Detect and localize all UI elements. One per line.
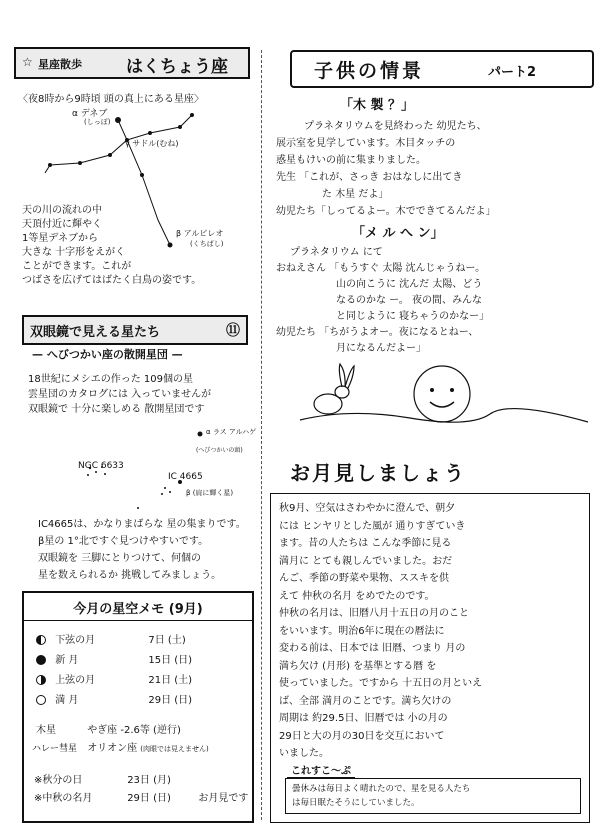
first-quarter-moon-icon	[36, 675, 46, 685]
section2-line: と同じように 寝ちゃうのかなー」	[336, 311, 490, 322]
phase-row: 下弦の月 7日 (土)	[36, 631, 186, 646]
section1-body	[276, 118, 496, 220]
binocular-line: 18世紀にメシエの作った 109個の星	[28, 374, 193, 385]
series-label: 星座散歩	[38, 58, 82, 71]
memo-title: 今月の星空メモ (9月)	[24, 593, 252, 621]
moon-line: 満月に とても親しんでいました。おだ	[279, 555, 453, 567]
hill-line	[300, 409, 588, 423]
sadr-label: γ サドル(むね)	[125, 139, 179, 148]
moon-face	[414, 366, 470, 422]
ngc6633-label: NGC 6633	[78, 461, 124, 471]
section1-line: 先生 「これが、さっき おはなしに出てき	[276, 172, 463, 183]
section2-line: 月になるんだよー」	[336, 343, 426, 354]
binocular-line2: 双眼鏡を 三脚にとりつけて、何個の	[38, 553, 201, 564]
event-row: ※中秋の名月 29日 (日) お月見です	[34, 793, 249, 804]
new-moon-icon	[36, 655, 46, 665]
moon-line: 周期は 約29.5日、旧暦では 小の月の	[279, 713, 448, 724]
section2-line: おねえさん 「もうすぐ 太陽 沈んじゃうねー。	[276, 263, 486, 274]
moon-line: えて 仲秋の名月 をめでたのです。	[279, 590, 435, 602]
moon-line: ます。昔の人たちは こんな季節に見る	[279, 538, 452, 549]
binocular-subtitle: — へびつかい座の散開星団 —	[32, 348, 183, 361]
moon-line: 29日と大の月の30日を交互において	[279, 730, 445, 742]
albireo-label: β アルビレオ	[176, 229, 224, 238]
binocular-line: 双眼鏡で 十分に楽しめる 散開星団です	[28, 404, 205, 415]
moon-line: んご、季節の野菜や果物、ススキを供	[279, 573, 449, 584]
planet-row: 木星 やぎ座 -2.6等 (逆行)	[36, 725, 181, 736]
star-memo-box	[22, 591, 254, 823]
binocular-number: ⑪	[226, 323, 240, 339]
constellation-walk-header	[14, 47, 250, 79]
rabbit-ear	[345, 366, 354, 388]
children-title: 子供の情景	[314, 60, 425, 82]
moon-line: いました。	[279, 748, 329, 759]
desc-line: ことができます。これが	[22, 261, 132, 272]
binocular-line2: β星の 1°北ですぐ見つけやすいです。	[38, 536, 209, 547]
constellation-description	[22, 204, 201, 288]
binocular-body	[28, 372, 211, 417]
section2-line: なるのかな ー。 夜の間、みんな	[336, 295, 482, 306]
desc-line: 天の川の流れの中	[22, 205, 102, 216]
moon-line: をいいます。明治6年に現在の暦法に	[279, 625, 445, 637]
binocular-header	[22, 315, 248, 345]
deneb-label: α デネブ	[72, 109, 108, 119]
comet-row: ハレー彗星 オリオン座 (肉眼では見えません)	[32, 743, 209, 754]
beta-label: β (肩に輝く星)	[186, 489, 234, 497]
rabbit-head	[335, 386, 349, 398]
moon-line: 使っていました。ですから 十五日の月といえ	[279, 678, 483, 689]
moon-line: 変わる前は、日本では 旧暦、つまり 月の	[279, 643, 466, 654]
desc-line: 1等星デネブから	[22, 233, 98, 244]
section1-title: 「木 製 ？」	[340, 98, 415, 113]
desc-line: 大きな 十字形をえがく	[22, 247, 126, 258]
desc-line: 天頂付近に輝やく	[22, 219, 102, 230]
moon-line: には ヒンヤリとした風が 通りすぎていき	[279, 520, 466, 532]
phase-row: 満 月 29日 (日)	[36, 691, 192, 706]
section1-line: 展示室を見学しています。木目タッチの	[276, 138, 456, 149]
moon-line: 秋9月、空気はさわやかに澄んで、朝夕	[279, 503, 456, 514]
binocular-line2: IC4665は、かなりまばらな 星の集まりです。	[38, 519, 246, 530]
rabbit-moon-illustration	[290, 360, 590, 440]
section2-title: 「メ ル へ ン」	[352, 226, 444, 241]
full-moon-icon	[36, 695, 46, 705]
section1-line: 幼児たち「しってるよー。木でできてるんだよ」	[276, 206, 496, 217]
section1-line: た 木星 だよ」	[322, 189, 389, 200]
children-header	[290, 50, 594, 88]
note-box	[285, 778, 581, 814]
moon-line: 満ち欠け (月形) を基準とする暦 を	[279, 660, 437, 672]
constellation-title: はくちょう座	[126, 57, 228, 77]
deneb-star	[115, 117, 121, 123]
desc-line: つばさを広げてはばたく白鳥の姿です。	[22, 275, 202, 286]
constellation-subtitle: 〈夜8時から9時頃 頭の真上にある星座〉	[18, 94, 204, 105]
albireo-sub-label: (くちばし)	[190, 240, 224, 248]
ic4665-label: IC 4665	[168, 472, 203, 482]
star-icon: ☆	[22, 55, 33, 69]
section1-line: 惑星もけいの前に集まりました。	[276, 155, 426, 166]
moon-smile	[430, 402, 454, 407]
deneb-sub-label: (しっぽ)	[84, 118, 111, 126]
ras-sub-label: (へびつかいの頭)	[196, 447, 243, 454]
section2-line: プラネタリウム にて	[290, 247, 383, 258]
moon-viewing-title: お月見しましょう	[290, 461, 466, 485]
binocular-line: 雲星団のカタログには 入っていませんが	[28, 389, 212, 400]
moon-viewing-header	[286, 455, 468, 485]
note-line: は毎日眠たそうにしていました。	[292, 798, 420, 808]
children-part: パート2	[488, 65, 537, 80]
ras-alhague-label: α ラス アルハゲ	[206, 428, 257, 436]
note-title: これすこ～ぷ	[287, 762, 355, 778]
binocular-line2: 星を数えられるか 挑戦してみましょう。	[38, 570, 222, 581]
moon-line: 仲秋の名月は、旧暦八月十五日の月のこと	[279, 608, 469, 619]
ras-alhague-star	[198, 432, 203, 437]
phase-row: 新 月 15日 (日)	[36, 651, 192, 666]
section2-line: 山の向こうに 沈んだ 太陽、どう	[336, 279, 483, 290]
last-quarter-moon-icon	[36, 635, 46, 645]
moon-viewing-box	[270, 493, 590, 823]
event-row: ※秋分の日 23日 (月)	[34, 775, 171, 786]
section2-line: 幼児たち 「ちがうよオー。夜になるとねー、	[276, 327, 479, 338]
moon-line: ば、全部 満月のことです。満ち欠けの	[279, 695, 452, 707]
column-divider	[261, 50, 263, 820]
note-line: 曇休みは毎日よく晴れたので、星を見る人たち	[292, 784, 471, 794]
binocular-title: 双眼鏡で見える星たち	[30, 325, 161, 340]
phase-row: 上弦の月 21日 (土)	[36, 671, 192, 686]
binocular-body2	[38, 516, 246, 584]
moon-viewing-body	[279, 500, 482, 763]
rabbit-ear	[339, 364, 345, 387]
section2-body	[276, 245, 489, 357]
section1-line: プラネタリウムを見終わった 幼児たち、	[304, 121, 487, 132]
